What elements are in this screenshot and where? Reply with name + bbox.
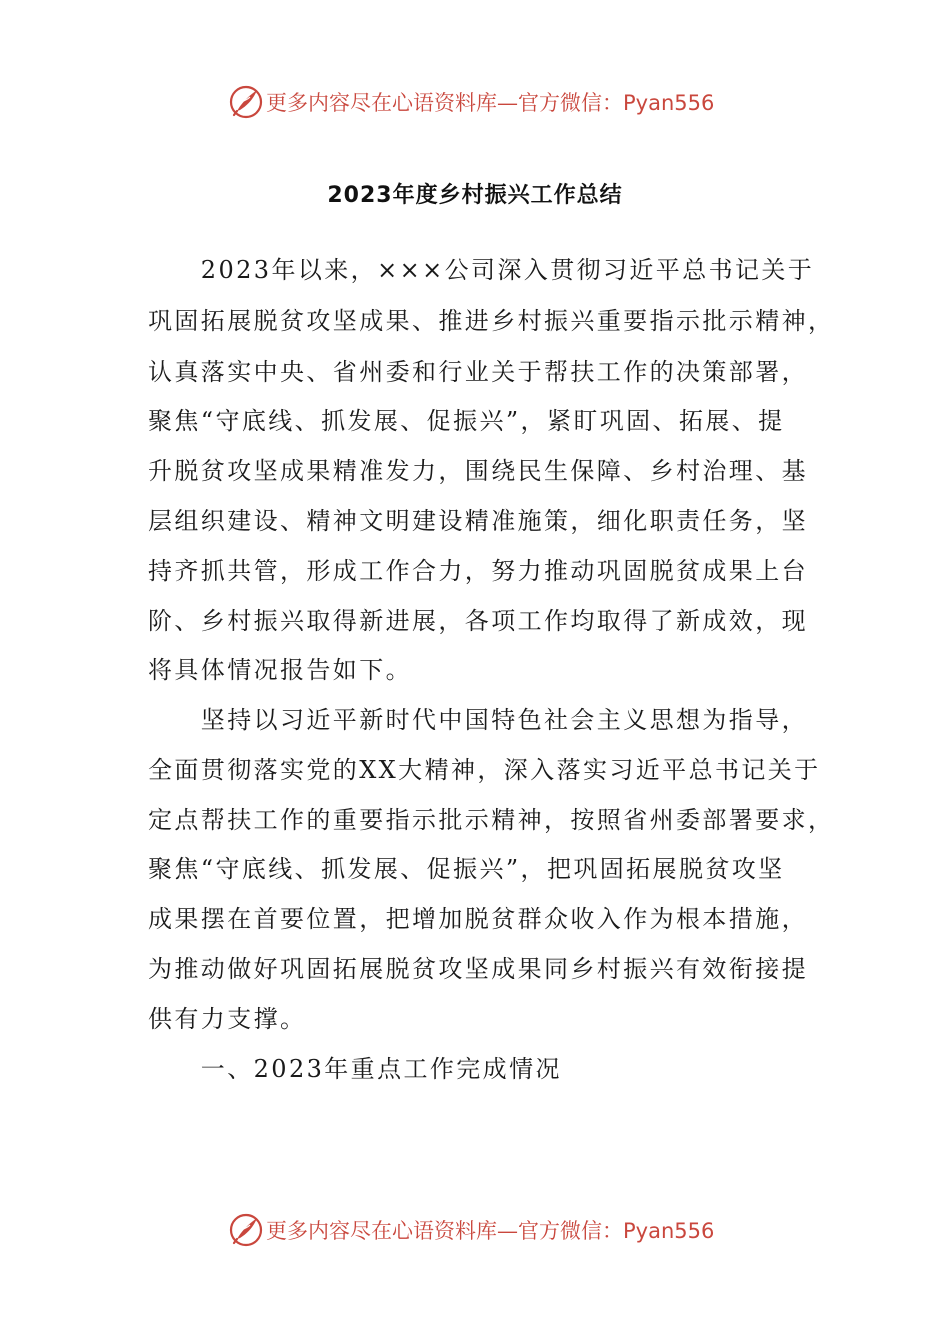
wechat-id: Pyan556 (623, 1219, 715, 1243)
text-line: 定点帮扶工作的重要指示批示精神，按照省州委部署要求， (148, 806, 835, 834)
watermark-text: 更多内容尽在心语资料库—官方微信：Pyan556 (266, 1219, 715, 1243)
text-line: 层组织建设、精神文明建设精准施策，细化职责任务，坚 (148, 507, 808, 535)
text-line: 为推动做好巩固拓展脱贫攻坚成果同乡村振兴有效衔接提 (148, 955, 808, 983)
watermark-banner-bottom (228, 1208, 728, 1252)
text-line: 聚焦“守底线、抓发展、促振兴”，紧盯巩固、拓展、提 (148, 407, 785, 435)
text-line: 阶、乡村振兴取得新进展，各项工作均取得了新成效，现 (148, 607, 808, 635)
text-line: 聚焦“守底线、抓发展、促振兴”，把巩固拓展脱贫攻坚 (148, 855, 785, 883)
text-line: 巩固拓展脱贫攻坚成果、推进乡村振兴重要指示批示精神， (148, 307, 835, 335)
quill-pen-logo-icon (228, 1212, 264, 1248)
text-line: 认真落实中央、省州委和行业关于帮扶工作的决策部署， (148, 358, 808, 386)
quill-pen-logo-icon (228, 84, 264, 120)
document-title: 2023年度乡村振兴工作总结 (327, 183, 623, 208)
text-line: 全面贯彻落实党的XX大精神，深入落实习近平总书记关于 (148, 756, 821, 784)
text-line: 坚持以习近平新时代中国特色社会主义思想为指导， (148, 706, 808, 734)
watermark-banner-top (228, 80, 728, 124)
text-line: 升脱贫攻坚成果精准发力，围绕民生保障、乡村治理、基 (148, 457, 808, 485)
text-line: 成果摆在首要位置，把增加脱贫群众收入作为根本措施， (148, 905, 808, 933)
watermark-text: 更多内容尽在心语资料库—官方微信：Pyan556 (266, 91, 715, 115)
wechat-id: Pyan556 (623, 91, 715, 115)
text-line: 供有力支撑。 (148, 1005, 307, 1033)
text-line: 持齐抓共管，形成工作合力，努力推动巩固脱贫成果上台 (148, 557, 808, 585)
text-line: 2023年以来，×××公司深入贯彻习近平总书记关于 (148, 256, 815, 284)
section-heading: 一、2023年重点工作完成情况 (148, 1055, 562, 1083)
text-line: 将具体情况报告如下。 (148, 656, 412, 684)
